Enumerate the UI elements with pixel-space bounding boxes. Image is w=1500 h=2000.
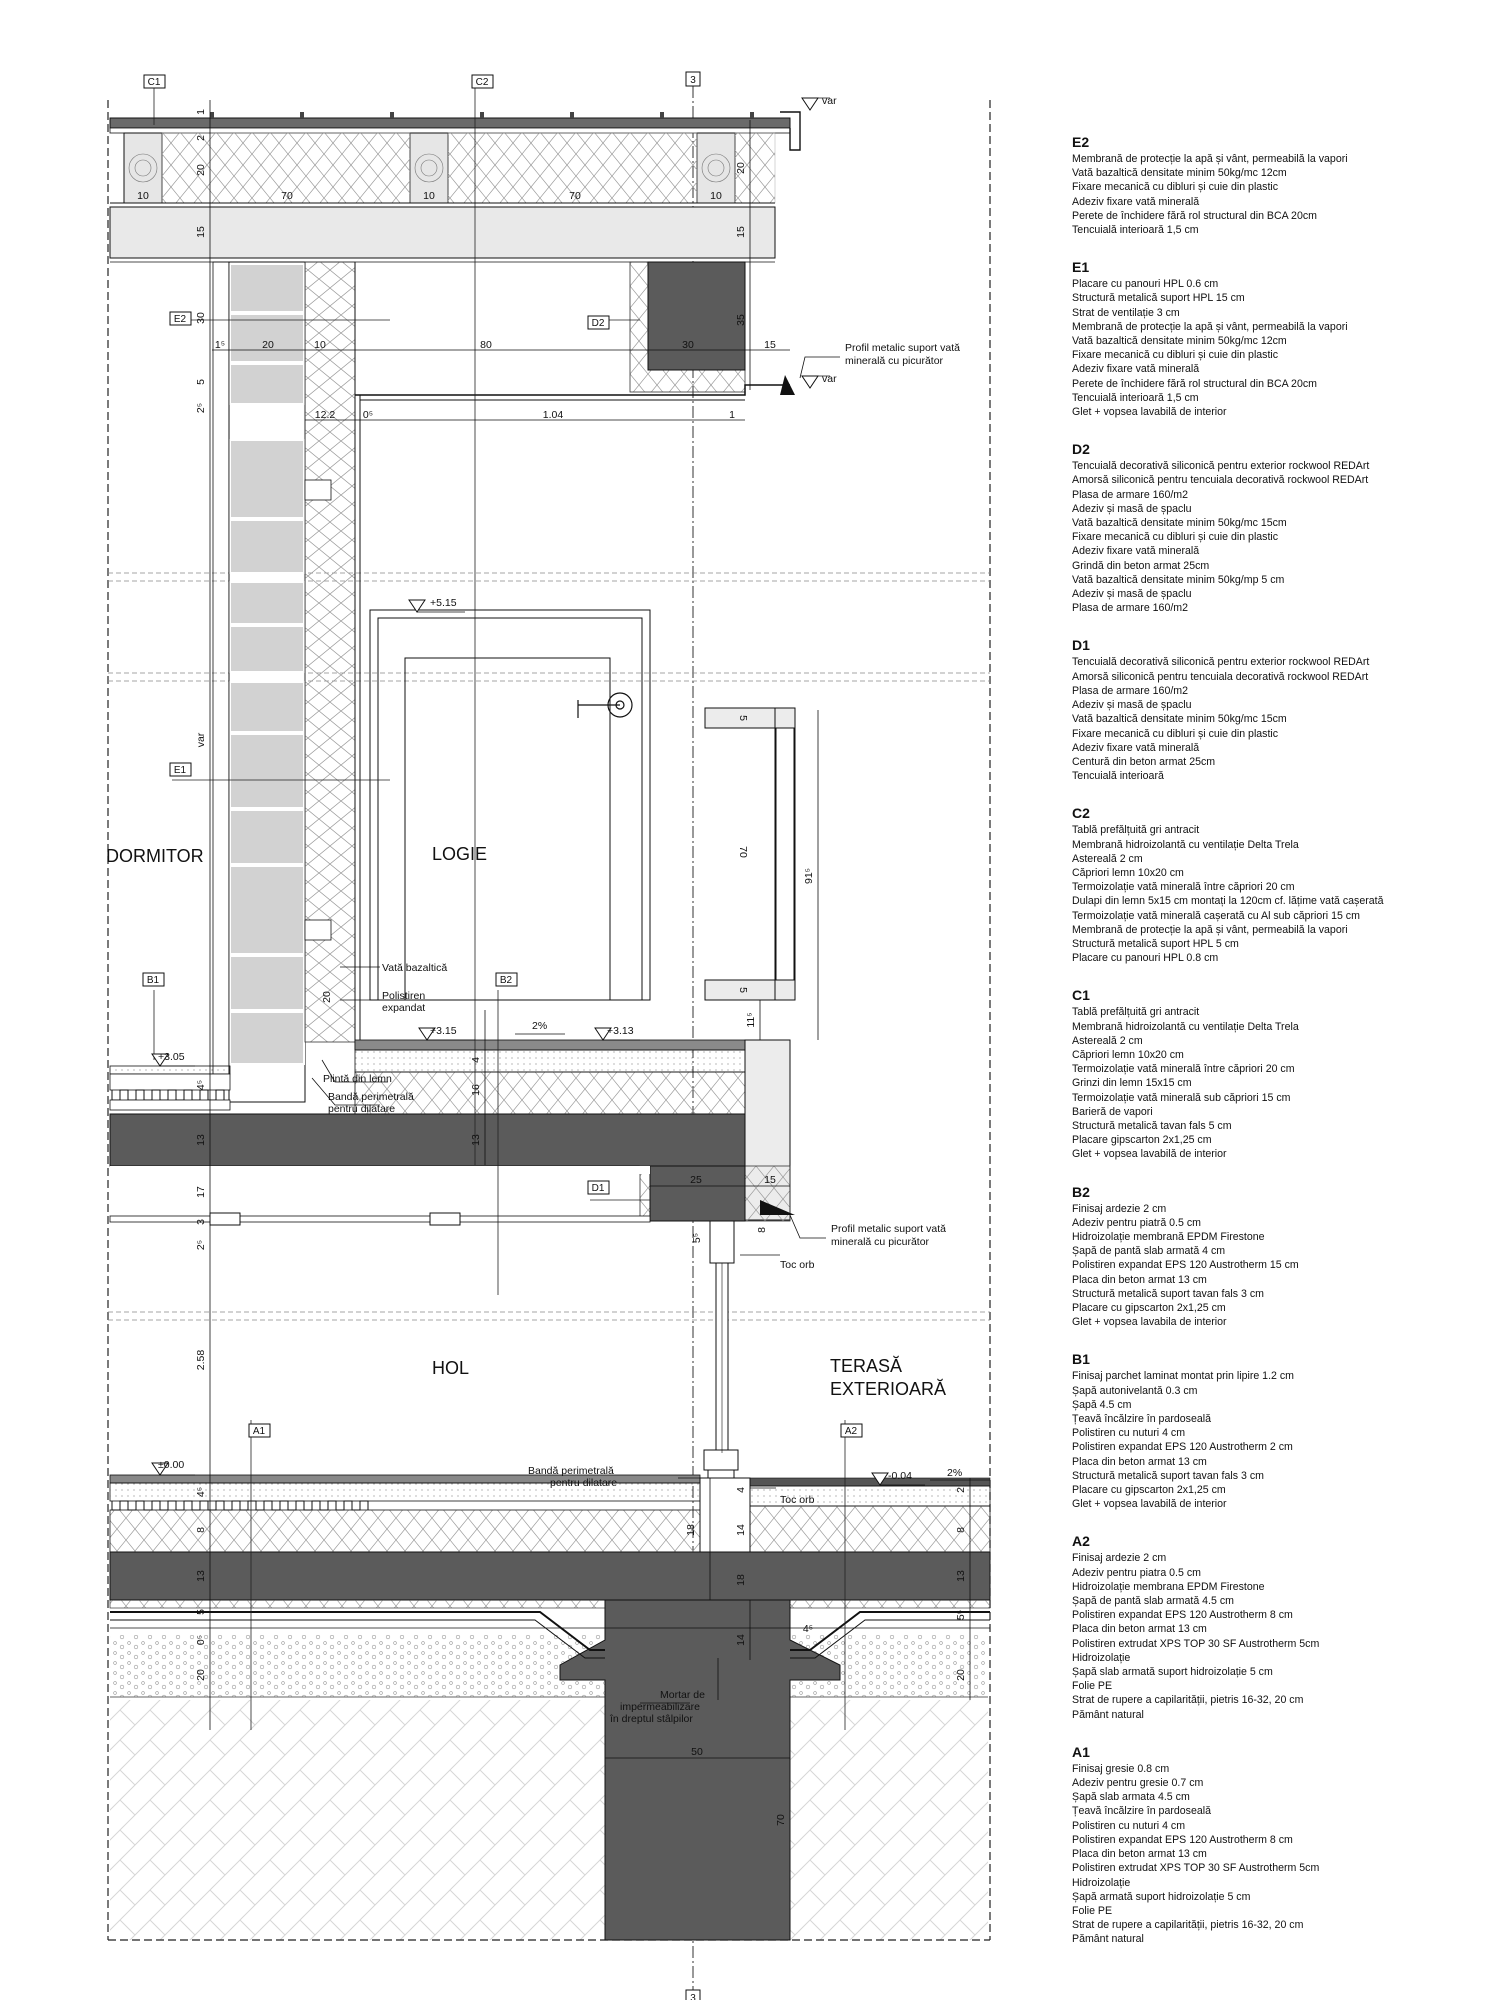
dim: 70 [569, 190, 581, 202]
legend-line: Tencuială interioară 1,5 cm [1072, 391, 1199, 404]
legend-line: Pământ natural [1072, 1708, 1144, 1721]
dim: 13 [195, 1570, 207, 1582]
note-toc-2: Toc orb [780, 1494, 815, 1506]
dim: 2⁵ [195, 1239, 207, 1251]
level-313: +3.13 [607, 1025, 634, 1037]
legend-line: Astereală 2 cm [1072, 1034, 1143, 1047]
legend-line: Structură metalică tavan fals 5 cm [1072, 1119, 1232, 1132]
legend-line: Polistiren extrudat XPS TOP 30 SF Austrotherm 5cm [1072, 1862, 1320, 1875]
dim: 3 [195, 1219, 207, 1225]
dim: 1⁵ [214, 339, 226, 351]
dim: 70 [737, 846, 749, 858]
tag-a2: A2 [844, 1426, 858, 1437]
legend-line: Plasa de armare 160/m2 [1072, 602, 1189, 615]
legend-line: Membrană hidroizolantă cu ventilație Delta Trela [1072, 838, 1299, 851]
legend-line: Perete de închidere fără rol structural din BCA 20cm [1072, 209, 1317, 222]
dim: 20 [955, 1669, 967, 1681]
tag-b2: B2 [499, 975, 513, 986]
legend-section-d1 [1072, 637, 1482, 783]
legend-line: Pământ natural [1072, 1933, 1144, 1946]
dim: 13 [195, 1134, 207, 1146]
note-var-2: var [822, 373, 837, 385]
dim: 8 [756, 1227, 768, 1233]
dim: 4⁵ [802, 1623, 814, 1635]
dim: 0⁵ [362, 409, 374, 421]
dim: 30 [195, 312, 207, 324]
dim: 15 [735, 226, 747, 238]
dim: 5⁵ [691, 1232, 703, 1244]
room-hol: HOL [432, 1358, 470, 1378]
legend-line: Structură metalică suport HPL 15 cm [1072, 292, 1245, 305]
legend-line: Vată bazaltică densitate minim 50kg/mc 15cm [1072, 517, 1287, 530]
dim: 20 [262, 339, 274, 351]
legend-line: Astereală 2 cm [1072, 852, 1143, 865]
dim: 10 [423, 190, 435, 202]
legend-line: Folie PE [1072, 1680, 1113, 1693]
legend-line: Glet + vopsea lavabila de interior [1072, 1316, 1227, 1329]
dim: 5 [737, 715, 749, 721]
dim: 1.04 [542, 409, 564, 421]
dim: 1 [195, 109, 207, 115]
legend-line: Polistiren cu nuturi 4 cm [1072, 1427, 1186, 1440]
tag-b1: B1 [146, 975, 160, 986]
legend-line: Folie PE [1072, 1904, 1113, 1917]
level-515: +5.15 [430, 597, 457, 609]
note-var-1: var [822, 95, 837, 107]
dim: 70 [775, 1814, 787, 1826]
dim: 1 [729, 409, 735, 421]
dim: 11⁵ [745, 1012, 757, 1028]
dim: 5 [195, 379, 207, 385]
legend-line: Șapă de pantă slab armată 4.5 cm [1072, 1595, 1234, 1608]
axis-3-top: 3 [690, 75, 696, 86]
dim: 4 [735, 1487, 747, 1493]
legend-line: Tablă prefălțuită gri antracit [1072, 824, 1200, 837]
dim: 12.2 [314, 409, 336, 421]
legend-section-b1 [1072, 1351, 1482, 1511]
legend-line: Hidroizolație [1072, 1651, 1131, 1664]
dim: 30 [682, 339, 694, 351]
legend-line: Tencuială interioară [1072, 770, 1164, 783]
legend-line: Țeavă încălzire în pardoseală [1072, 1805, 1211, 1818]
dim: 5⁵ [955, 1609, 967, 1621]
dim: 5 [737, 987, 749, 993]
legend-code: E2 [1072, 134, 1090, 150]
tag-e2: E2 [173, 314, 187, 325]
legend-line: Adeziv fixare vată minerală [1072, 545, 1200, 558]
legend-section-e1 [1072, 259, 1482, 419]
legend-line: Grinzi din lemn 15x15 cm [1072, 1077, 1192, 1090]
legend-line: Grindă din beton armat 25cm [1072, 559, 1210, 572]
legend-line: Glet + vopsea lavabilă de interior [1072, 1498, 1227, 1511]
note-profil-1b: minerală cu picurător [845, 355, 944, 367]
legend-line: Termoizolație vată minerală între căpriori 20 cm [1072, 1063, 1295, 1076]
legend-line: Adeziv și masă de șpaclu [1072, 502, 1192, 515]
dim: 18 [735, 1574, 747, 1586]
legend-code: D1 [1072, 637, 1090, 654]
dim: 10 [710, 190, 722, 202]
dim: 80 [480, 339, 492, 351]
legend-line: Plasa de armare 160/m2 [1072, 488, 1189, 501]
tag-e1: E1 [173, 765, 187, 776]
dim: 0⁵ [195, 1634, 207, 1646]
legend-line: Placa din beton armat 13 cm [1072, 1848, 1207, 1861]
legend-code: A1 [1072, 1743, 1090, 1760]
ground-slab [110, 1552, 990, 1600]
legend-line: Polistiren expandat EPS 120 Austrotherm 2 cm [1072, 1441, 1293, 1454]
legend-line: Polistiren cu nuturi 4 cm [1072, 1819, 1186, 1832]
legend-line: Glet + vopsea lavabilă de interior [1072, 406, 1227, 419]
legend-line: Amorsă siliconică pentru tencuiala decorativă rockwool REDArt [1072, 670, 1369, 683]
level-m004: -0.04 [888, 1470, 912, 1482]
legend-code: C2 [1072, 805, 1090, 822]
legend-line: Membrană hidroizolantă cu ventilație Delta Trela [1072, 1020, 1299, 1033]
legend-line: Barieră de vapori [1072, 1105, 1153, 1118]
axis-3-bottom: 3 [690, 1993, 696, 2000]
dim: 15 [195, 226, 207, 238]
railing [705, 708, 795, 1000]
note-banda-2a: Bandă perimetrală [528, 1465, 614, 1477]
legend-line: Căpriori lemn 10x20 cm [1072, 866, 1184, 879]
legend-line: Membrană de protecție la apă și vânt, permeabilă la vapori [1072, 923, 1348, 936]
legend-line: Finisaj gresie 0.8 cm [1072, 1762, 1170, 1775]
dim: 20 [195, 164, 207, 176]
legend-line: Dulapi din lemn 5x15 cm montați la 120cm cf. lățime vată cașerată [1072, 895, 1384, 908]
legend-section-a2 [1072, 1533, 1482, 1721]
legend-line: Polistiren expandat EPS 120 Austrotherm 8 cm [1072, 1609, 1293, 1622]
legend-line: Hidroizolație membrana EPDM Firestone [1072, 1580, 1265, 1593]
legend-line: Șapă 4.5 cm [1072, 1398, 1132, 1411]
tag-d1: D1 [591, 1183, 605, 1194]
tag-a1: A1 [252, 1426, 266, 1437]
legend-line: Polistiren expandat EPS 120 Austrotherm 8 cm [1072, 1833, 1293, 1846]
legend-section-c2 [1072, 805, 1482, 965]
legend-line: Fixare mecanică cu dibluri și cuie din plastic [1072, 349, 1279, 362]
dim: 18 [685, 1524, 697, 1536]
legend-line: Strat de rupere a capilarității, pietris 16-32, 20 cm [1072, 1919, 1304, 1932]
slope-1: 2% [532, 1020, 548, 1032]
legend-line: Strat de rupere a capilarității, pietris 16-32, 20 cm [1072, 1694, 1304, 1707]
legend-line: Șapă slab armată suport hidroizolație 5 cm [1072, 1666, 1273, 1679]
tag-c2: C2 [475, 77, 489, 88]
legend-line: Fixare mecanică cu dibluri și cuie din plastic [1072, 727, 1279, 740]
legend-section-d2 [1072, 441, 1482, 615]
legend-line: Placare cu gipscarton 2x1,25 cm [1072, 1484, 1226, 1497]
legend-line: Tencuială decorativă siliconică pentru exterior rockwool REDArt [1072, 460, 1370, 473]
note-banda-1b: pentru dilatare [328, 1103, 396, 1115]
legend-code: E1 [1072, 259, 1090, 276]
note-plinta: Plintă din lemn [323, 1073, 392, 1085]
dim: 35 [735, 314, 747, 326]
legend-line: Vată bazaltică densitate minim 50kg/mc 12cm [1072, 335, 1287, 348]
level-305: +3.05 [158, 1051, 185, 1063]
tag-c1: C1 [147, 77, 161, 88]
legend-line: Plasa de armare 160/m2 [1072, 684, 1189, 697]
legend-line: Placa din beton armat 13 cm [1072, 1273, 1207, 1286]
level-315: +3.15 [430, 1025, 457, 1037]
legend-line: Perete de închidere fără rol structural din BCA 20cm [1072, 377, 1317, 390]
legend-line: Adeziv fixare vată minerală [1072, 363, 1200, 376]
legend-line: Structură metalică suport tavan fals 3 cm [1072, 1287, 1264, 1300]
legend-line: Placare cu gipscarton 2x1,25 cm [1072, 1302, 1226, 1314]
legend-section-e2 [1072, 134, 1482, 237]
legend-line: Strat de ventilație 3 cm [1072, 306, 1180, 319]
legend-line: Placa din beton armat 13 cm [1072, 1623, 1207, 1636]
glazing-frame [704, 1221, 738, 1500]
dim: 13 [955, 1570, 967, 1582]
room-dormitor: DORMITOR [106, 846, 204, 866]
legend-line: Tablă prefălțuită gri antracit [1072, 1006, 1200, 1019]
door-handle-icon [578, 693, 632, 718]
note-mortar-b: impermeabilizare [620, 1701, 700, 1713]
legend-line: Șapă slab armata 4.5 cm [1072, 1791, 1190, 1804]
legend-code: C1 [1072, 987, 1090, 1004]
legend-line: Șapă armată suport hidroizolație 5 cm [1072, 1890, 1251, 1903]
a2-eps [750, 1506, 990, 1552]
legend-line: Termoizolație vată minerală între căpriori 20 cm [1072, 881, 1295, 894]
dim: 4 [470, 1057, 482, 1063]
legend-line: Tencuială interioară 1,5 cm [1072, 224, 1199, 237]
legend-line: Structură metalică suport HPL 5 cm [1072, 937, 1239, 950]
note-polistiren-a: Polistiren [382, 990, 426, 1002]
legend-section-a1 [1072, 1744, 1482, 1947]
dim: 17 [195, 1186, 207, 1198]
legend-line: Placa din beton armat 13 cm [1072, 1455, 1207, 1468]
legend-code: B1 [1072, 1351, 1090, 1368]
material-legend [1072, 134, 1482, 1969]
legend-line: Fixare mecanică cu dibluri și cuie din plastic [1072, 531, 1279, 544]
soil-fill [110, 1700, 988, 1940]
dim: 20 [735, 162, 747, 174]
legend-line: Adeziv pentru gresie 0.7 cm [1072, 1777, 1204, 1790]
dim: 2.58 [195, 1349, 207, 1371]
note-profil-1a: Profil metalic suport vată [845, 342, 960, 354]
legend-line: Fixare mecanică cu dibluri și cuie din plastic [1072, 181, 1279, 194]
bca-blocks [230, 264, 304, 1064]
dim: 4⁵ [195, 1486, 207, 1498]
legend-line: Vată bazaltică densitate minim 50kg/mc 12cm [1072, 167, 1287, 180]
level-000: ±0.00 [158, 1459, 185, 1471]
legend-line: Vată bazaltică densitate minim 50kg/mp 5 cm [1072, 573, 1285, 586]
legend-section-b2 [1072, 1184, 1482, 1330]
dim: 13 [470, 1134, 482, 1146]
dim: 50 [691, 1746, 703, 1758]
dim: 2 [955, 1487, 967, 1493]
note-mortar-a: Mortar de [660, 1689, 705, 1701]
beam-d2 [648, 262, 745, 370]
dim: 14 [735, 1634, 747, 1646]
legend-line: Membrană de protecție la apă și vânt, permeabilă la vapori [1072, 320, 1348, 333]
room-exterioara: EXTERIOARĂ [830, 1379, 947, 1399]
legend-line: Polistiren extrudat XPS TOP 30 SF Austrotherm 5cm [1072, 1637, 1320, 1650]
legend-line: Adeziv pentru piatra 0.5 cm [1072, 1566, 1201, 1579]
dim: 2⁵ [195, 402, 207, 414]
legend-code: D2 [1072, 441, 1090, 458]
note-vata: Vată bazaltică [382, 962, 448, 974]
dim: 91⁵ [803, 867, 815, 885]
dim: 20 [195, 1669, 207, 1681]
dim: 5 [195, 1609, 207, 1615]
room-terasa: TERASĂ [830, 1356, 903, 1376]
dim: 8 [955, 1527, 967, 1533]
legend-section-c1 [1072, 987, 1482, 1161]
dim: 2 [195, 135, 207, 141]
gravel-layer [110, 1635, 988, 1697]
dim: 10 [314, 339, 326, 351]
legend-line: Termoizolație vată minerală sub căpriori 15 cm [1072, 1091, 1291, 1104]
dim: 16 [470, 1084, 482, 1096]
slope-2: 2% [947, 1467, 963, 1479]
legend-line: Placare cu panouri HPL 0.6 cm [1072, 278, 1219, 291]
legend-code: B2 [1072, 1183, 1090, 1200]
legend-code: A2 [1072, 1533, 1090, 1550]
note-mortar-c: în dreptul stâlpilor [610, 1713, 693, 1725]
legend-line: Placare cu panouri HPL 0.8 cm [1072, 952, 1219, 965]
note-banda-1a: Bandă perimetrală [328, 1091, 414, 1103]
note-profil-2a: Profil metalic suport vată [831, 1223, 946, 1235]
dim: 14 [735, 1524, 747, 1536]
legend-line: Amorsă siliconică pentru tencuiala decorativă rockwool REDArt [1072, 474, 1369, 487]
legend-line: Șapă de pantă slab armată 4 cm [1072, 1245, 1226, 1258]
note-profil-2b: minerală cu picurător [831, 1236, 930, 1248]
note-banda-2b: pentru dilatare [550, 1477, 618, 1489]
room-logie: LOGIE [432, 844, 488, 864]
legend-line: Hidroizolație [1072, 1876, 1131, 1889]
legend-line: Adeziv fixare vată minerală [1072, 195, 1200, 208]
tag-d2: D2 [591, 318, 605, 329]
legend-line: Adeziv și masă de șpaclu [1072, 588, 1192, 601]
dim: 70 [281, 190, 293, 202]
dim: 4⁵ [195, 1079, 207, 1091]
note-toc-1: Toc orb [780, 1259, 815, 1271]
legend-line: Centură din beton armat 25cm [1072, 755, 1216, 768]
dim: 10 [137, 190, 149, 202]
dim: 8 [195, 1527, 207, 1533]
note-polistiren-b: expandat [382, 1002, 426, 1014]
legend-line: Țeavă încălzire în pardoseală [1072, 1413, 1211, 1426]
roof-sheet [110, 118, 790, 128]
legend-line: Hidroizolație membrană EPDM Firestone [1072, 1230, 1265, 1243]
legend-line: Vată bazaltică densitate minim 50kg/mc 15cm [1072, 713, 1287, 726]
legend-line: Glet + vopsea lavabilă de interior [1072, 1148, 1227, 1161]
legend-line: Placare gipscarton 2x1,25 cm [1072, 1134, 1212, 1147]
legend-line: Structură metalică suport tavan fals 3 cm [1072, 1469, 1264, 1482]
legend-line: Adeziv și masă de șpaclu [1072, 699, 1192, 712]
legend-line: Finisaj parchet laminat montat prin lipire 1.2 cm [1072, 1370, 1294, 1383]
dim: 15 [764, 339, 776, 351]
legend-line: Polistiren expandat EPS 120 Austrotherm 15 cm [1072, 1259, 1299, 1272]
legend-line: Tencuială decorativă siliconică pentru exterior rockwool REDArt [1072, 656, 1370, 669]
dim: 20 [321, 991, 333, 1003]
legend-line: Finisaj ardezie 2 cm [1072, 1202, 1167, 1215]
legend-line: Termoizolație vată minerală cașerată cu Al sub căpriori 15 cm [1072, 909, 1360, 922]
dim: 15 [764, 1174, 776, 1186]
legend-line: Membrană de protecție la apă și vânt, permeabilă la vapori [1072, 153, 1348, 165]
loggia-door [370, 610, 650, 1000]
dim: 25 [690, 1174, 702, 1186]
legend-line: Finisaj ardezie 2 cm [1072, 1552, 1167, 1565]
legend-line: Șapă autonivelantă 0.3 cm [1072, 1384, 1198, 1397]
loggia-screed [355, 1050, 745, 1072]
legend-line: Adeziv fixare vată minerală [1072, 741, 1200, 754]
legend-line: Adeziv pentru piatră 0.5 cm [1072, 1216, 1201, 1229]
legend-line: Căpriori lemn 10x20 cm [1072, 1048, 1184, 1061]
dim: var [195, 732, 207, 748]
